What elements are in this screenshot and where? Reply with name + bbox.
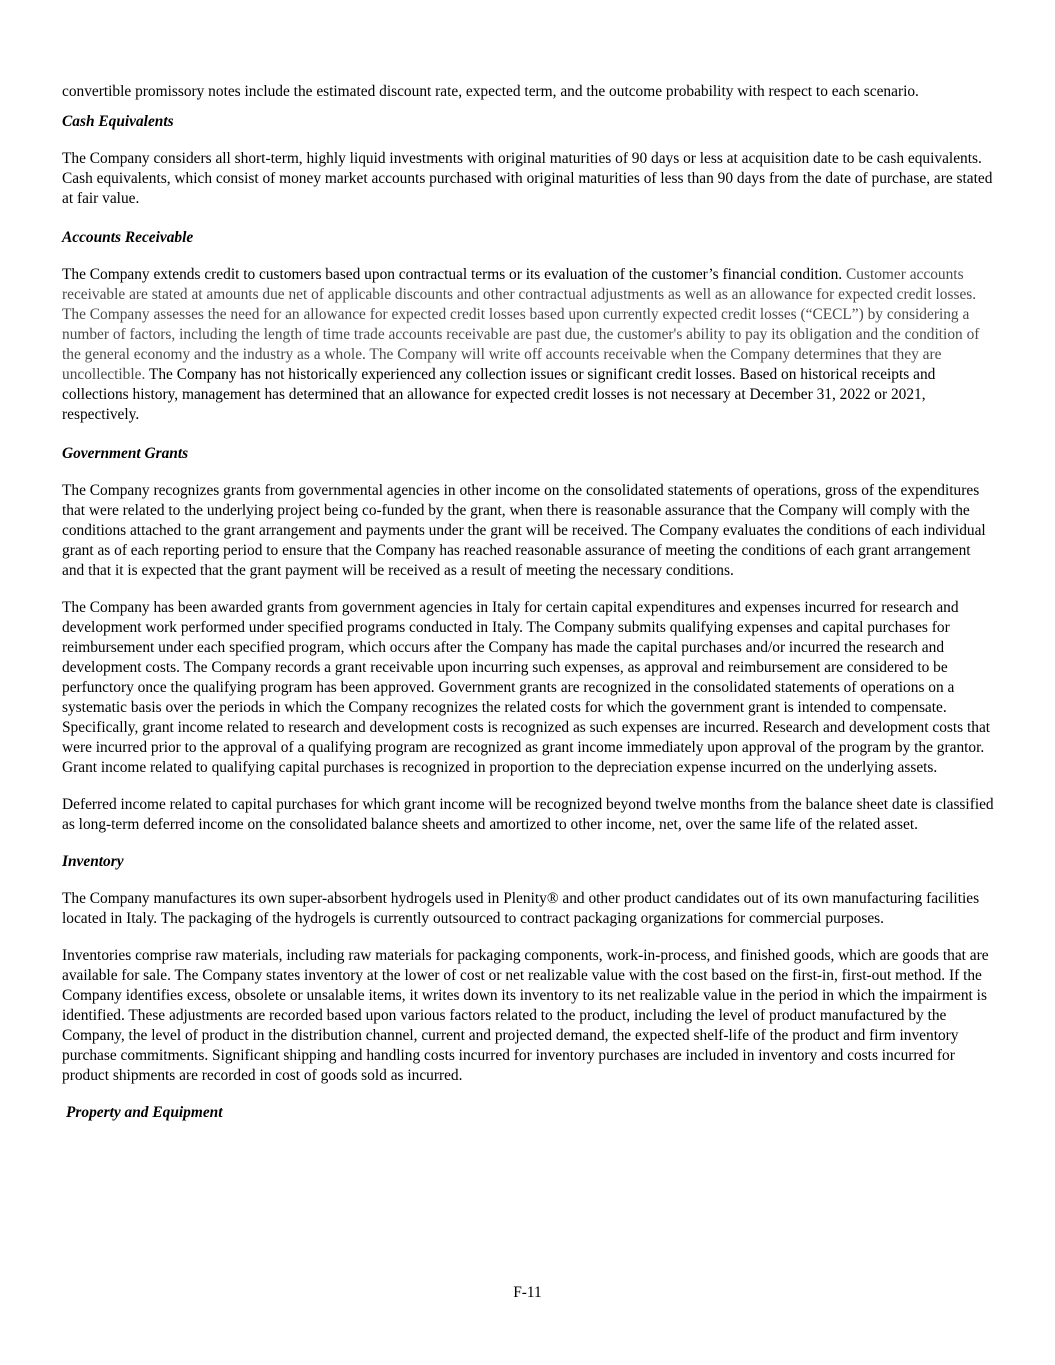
government-grants-paragraph-3: Deferred income related to capital purchases for which grant income will be recognized beyond twelve months from the balance sheet date is classified as long-term deferred income on the consolidated balance sheets and amortized to other income, net, over the same life of the related asset. bbox=[62, 796, 994, 833]
accounts-receivable-text-2: Customer accounts receivable are stated at amounts due net of applicable discounts and other contractual adjustments as well as an allowance for expected credit losses. The Company assesses the need for an allowance for expected credit losses based upon currently expected credit losses (“CECL”) by considering a number of factors, including the length of time trade accounts receivable are past due, the customer's ability to pay its obligation and the condition of the general economy and the industry as a whole. The Company will write off accounts receivable when the Company determines that they are uncollectible. bbox=[62, 266, 980, 383]
intro-paragraph: convertible promissory notes include the estimated discount rate, expected term, and the outcome probability with respect to each scenario. bbox=[62, 83, 919, 100]
inventory-paragraph-2: Inventories comprise raw materials, including raw materials for packaging components, work-in-process, and finished goods, which are goods that are available for sale. The Company states inventory at the lower of cost or net realizable value with the cost based on the first-in, first-out method. If the Company identifies excess, obsolete or unsalable items, it writes down its inventory to its net realizable value in the period in which the impairment is identified. These adjustments are recorded based upon various factors related to the product, including the level of product manufactured by the Company, the level of product in the distribution channel, current and projected demand, the expected shelf-life of the product and firm inventory purchase commitments. Significant shipping and handling costs incurred for inventory purchases are included in inventory and costs incurred for product shipments are recorded in cost of goods sold as incurred. bbox=[62, 947, 989, 1084]
inventory-paragraph-1: The Company manufactures its own super-absorbent hydrogels used in Plenity® and other product candidates out of its own manufacturing facilities located in Italy. The packaging of the hydrogels is currently outsourced to contract packaging organizations for commercial purposes. bbox=[62, 890, 980, 927]
page-number: F-11 bbox=[513, 1284, 542, 1301]
accounts-receivable-paragraph bbox=[62, 265, 994, 425]
accounts-receivable-heading: Accounts Receivable bbox=[62, 229, 194, 246]
accounts-receivable-text-1: The Company extends credit to customers based upon contractual terms or its evaluation of the customer’s financial condition. bbox=[62, 266, 843, 283]
document-page bbox=[62, 82, 994, 1123]
inventory-heading: Inventory bbox=[62, 853, 124, 870]
cash-equivalents-heading: Cash Equivalents bbox=[62, 113, 174, 130]
government-grants-paragraph-1: The Company recognizes grants from governmental agencies in other income on the consolidated statements of operations, gross of the expenditures that were related to the underlying project being co-funded by the grant, when there is reasonable assurance that the Company will comply with the conditions attached to the grant arrangement and payments under the grant will be received. The Company evaluates the conditions of each individual grant as of each reporting period to ensure that the Company has reached reasonable assurance of meeting the conditions of each grant arrangement and that it is expected that the grant payment will be received as a result of meeting the necessary conditions. bbox=[62, 482, 986, 579]
government-grants-paragraph-2: The Company has been awarded grants from government agencies in Italy for certain capital expenditures and expenses incurred for research and development work performed under specified programs conducted in Italy. The Company submits qualifying expenses and capital purchases for reimbursement under each specified program, which occurs after the Company has made the capital purchases and/or incurred the research and development costs. The Company records a grant receivable upon incurring such expenses, as approval and reimbursement are considered to be perfunctory once the qualifying program has been approved. Government grants are recognized in the consolidated statements of operations on a systematic basis over the periods in which the Company recognizes the related costs for which the government grant is intended to compensate. Specifically, grant income related to research and development costs is recognized as such expenses are incurred. Research and development costs that were incurred prior to the approval of a qualifying program are recognized as grant income immediately upon approval of the program by the grantor. Grant income related to qualifying capital purchases is recognized in proportion to the depreciation expense incurred on the underlying assets. bbox=[62, 599, 991, 776]
cash-equivalents-paragraph: The Company considers all short-term, highly liquid investments with original maturities of 90 days or less at acquisition date to be cash equivalents. Cash equivalents, which consist of money market accounts purchased with original maturities of less than 90 days from the date of purchase, are stated at fair value. bbox=[62, 150, 993, 207]
government-grants-heading: Government Grants bbox=[62, 445, 189, 462]
property-and-equipment-heading: Property and Equipment bbox=[66, 1104, 223, 1121]
accounts-receivable-text-3: The Company has not historically experienced any collection issues or significant credit losses. Based on historical receipts and collections history, management has determined that an allowance for expected credit losses is not necessary at December 31, 2022 or 2021, respectively. bbox=[62, 366, 936, 423]
